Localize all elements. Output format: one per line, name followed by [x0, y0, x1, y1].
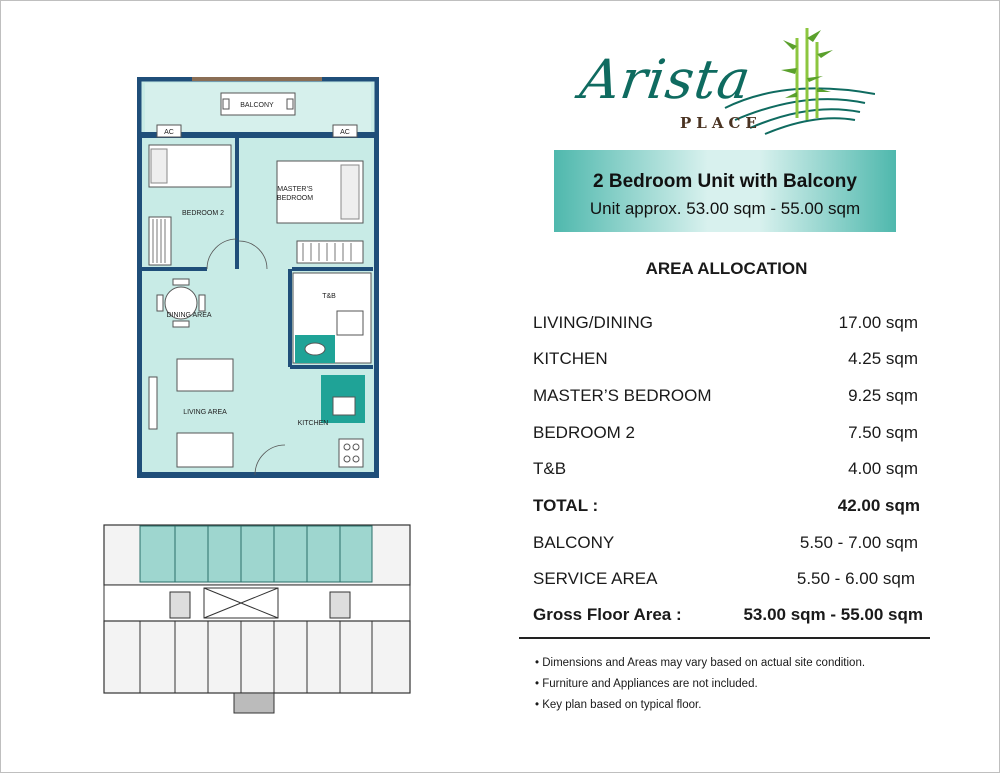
key-plan — [100, 520, 420, 715]
plan-label-living: LIVING AREA — [183, 409, 227, 416]
area-value: 17.00 sqm — [838, 313, 918, 332]
plan-label-masters-2: BEDROOM — [276, 195, 314, 202]
brand-wordmark: Arista — [576, 48, 756, 111]
area-label: T&B — [533, 459, 567, 478]
area-value: 4.00 sqm — [848, 459, 918, 478]
area-value: 42.00 sqm — [837, 496, 920, 515]
area-row — [533, 313, 918, 337]
area-label: TOTAL : — [533, 496, 599, 515]
area-total-row — [533, 496, 920, 520]
note-item: • Dimensions and Areas may vary based on actual site condition. — [535, 657, 866, 669]
divider — [519, 637, 930, 639]
area-row — [533, 423, 918, 447]
brand-subtitle: PLACE — [680, 114, 762, 132]
area-value: 4.25 sqm — [848, 349, 918, 368]
area-label: LIVING/DINING — [533, 313, 653, 332]
plan-label-masters-1: MASTER’S — [277, 186, 313, 193]
area-row — [533, 349, 918, 373]
area-row — [533, 386, 918, 410]
plan-label-balcony: BALCONY — [240, 102, 274, 109]
area-label: MASTER’S BEDROOM — [533, 386, 712, 405]
area-row — [533, 569, 915, 593]
area-label: BALCONY — [533, 533, 615, 552]
floor-plan — [137, 77, 379, 479]
plan-label-bedroom2: BEDROOM 2 — [181, 210, 225, 217]
plan-label-ac-right: AC — [340, 129, 350, 136]
area-row — [533, 459, 918, 483]
area-value: 5.50 - 6.00 sqm — [796, 569, 915, 588]
area-label: SERVICE AREA — [533, 569, 658, 588]
note-item: • Key plan based on typical floor. — [535, 699, 702, 711]
area-value: 5.50 - 7.00 sqm — [799, 533, 918, 552]
area-value: 9.25 sqm — [848, 386, 918, 405]
gross-label: Gross Floor Area : — [533, 605, 682, 624]
unit-title: 2 Bedroom Unit with Balcony — [593, 171, 857, 192]
area-row — [533, 533, 918, 557]
plan-label-dining: DINING AREA — [166, 312, 212, 319]
plan-label-ac-left: AC — [164, 129, 174, 136]
area-label: BEDROOM 2 — [533, 423, 636, 442]
unit-subtitle: Unit approx. 53.00 sqm - 55.00 sqm — [589, 199, 861, 218]
area-allocation-heading: AREA ALLOCATION — [645, 259, 808, 278]
unit-title-box — [554, 150, 896, 232]
area-label: KITCHEN — [533, 349, 608, 368]
plan-label-kitchen: KITCHEN — [297, 420, 329, 427]
brand-logo — [575, 28, 875, 138]
area-value: 7.50 sqm — [848, 423, 918, 442]
notes — [535, 653, 865, 716]
plan-label-tb: T&B — [322, 293, 336, 300]
gross-value: 53.00 sqm - 55.00 sqm — [743, 605, 923, 624]
note-item: • Furniture and Appliances are not included. — [535, 678, 758, 690]
